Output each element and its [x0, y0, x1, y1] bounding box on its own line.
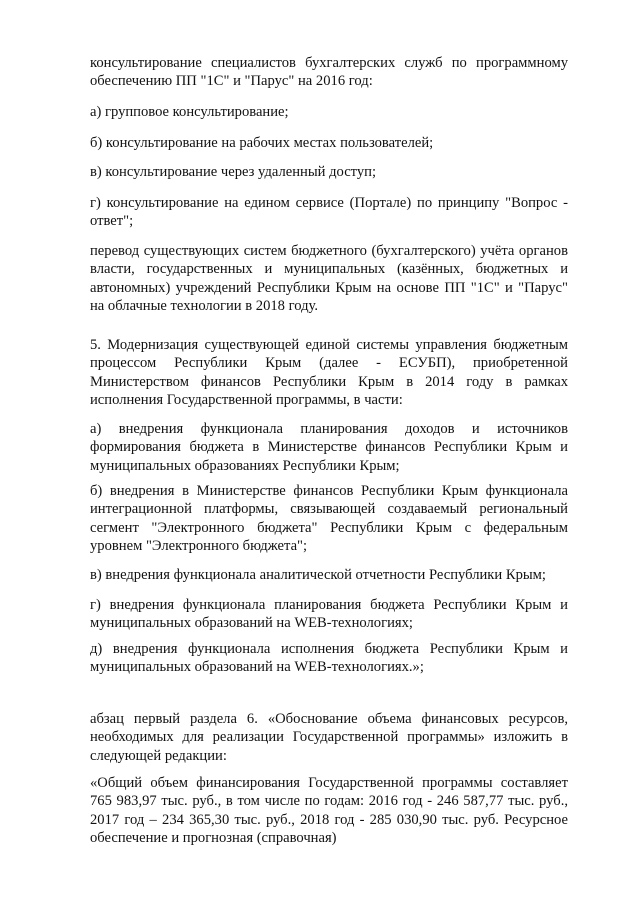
paragraph-section-6-amendment: абзац первый раздела 6. «Обоснование объема финансовых ресурсов, необходимых для реализации Государственной программы» изложить в следующей редакции:: [90, 711, 568, 764]
paragraph-cloud-migration: перевод существующих систем бюджетного (бухгалтерского) учёта органов власти, государственных и муниципальных (казённых, бюджетных и автономных) учреждений Республики Крым на основе ПП "1С" и "Парус" на облачные технологии в 2018 году.: [90, 243, 568, 315]
paragraph-item-a: а) внедрения функционала планирования доходов и источников формирования бюджета в Министерстве финансов Республики Крым и муниципальных образованиях Республики Крым;: [90, 421, 568, 474]
paragraph-portal-consulting: г) консультирование на едином сервисе (Портале) по принципу "Вопрос - ответ";: [90, 195, 568, 230]
paragraph-item-5: 5. Модернизация существующей единой системы управления бюджетным процессом Республики Крым (далее - ЕСУБП), приобретенной Министерством финансов Республики Крым в 2014 году в рамках исполнения Государственной программы, в части:: [90, 337, 568, 409]
paragraph-item-v: в) внедрения функционала аналитической отчетности Республики Крым;: [90, 567, 546, 583]
paragraph-funding-volume: «Общий объем финансирования Государственной программы составляет 765 983,97 тыс. руб., в том числе по годам: 2016 год - 246 587,77 тыс. руб., 2017 год – 234 365,30 тыс. руб., 2018 год - 285 030,90 тыс. руб. Ресурсное обеспечение и прогнозная (справочная): [90, 775, 568, 847]
paragraph-group-consulting: а) групповое консультирование;: [90, 104, 289, 120]
paragraph-item-b: б) внедрения в Министерстве финансов Республики Крым функционала интеграционной платформы, связывающей создаваемый региональный сегмент "Электронного бюджета" Республики Крым с федеральным уровнем "Электронного бюджета";: [90, 483, 568, 555]
paragraph-item-g: г) внедрения функционала планирования бюджета Республики Крым и муниципальных образований на WEB-технологиях;: [90, 597, 568, 632]
paragraph-item-d: д) внедрения функционала исполнения бюджета Республики Крым и муниципальных образований на WEB-технологиях.»;: [90, 641, 568, 676]
paragraph-consulting-intro: консультирование специалистов бухгалтерских служб по программному обеспечению ПП "1С" и "Парус" на 2016 год:: [90, 55, 568, 90]
paragraph-workplace-consulting: б) консультирование на рабочих местах пользователей;: [90, 135, 434, 151]
paragraph-remote-consulting: в) консультирование через удаленный доступ;: [90, 164, 377, 180]
